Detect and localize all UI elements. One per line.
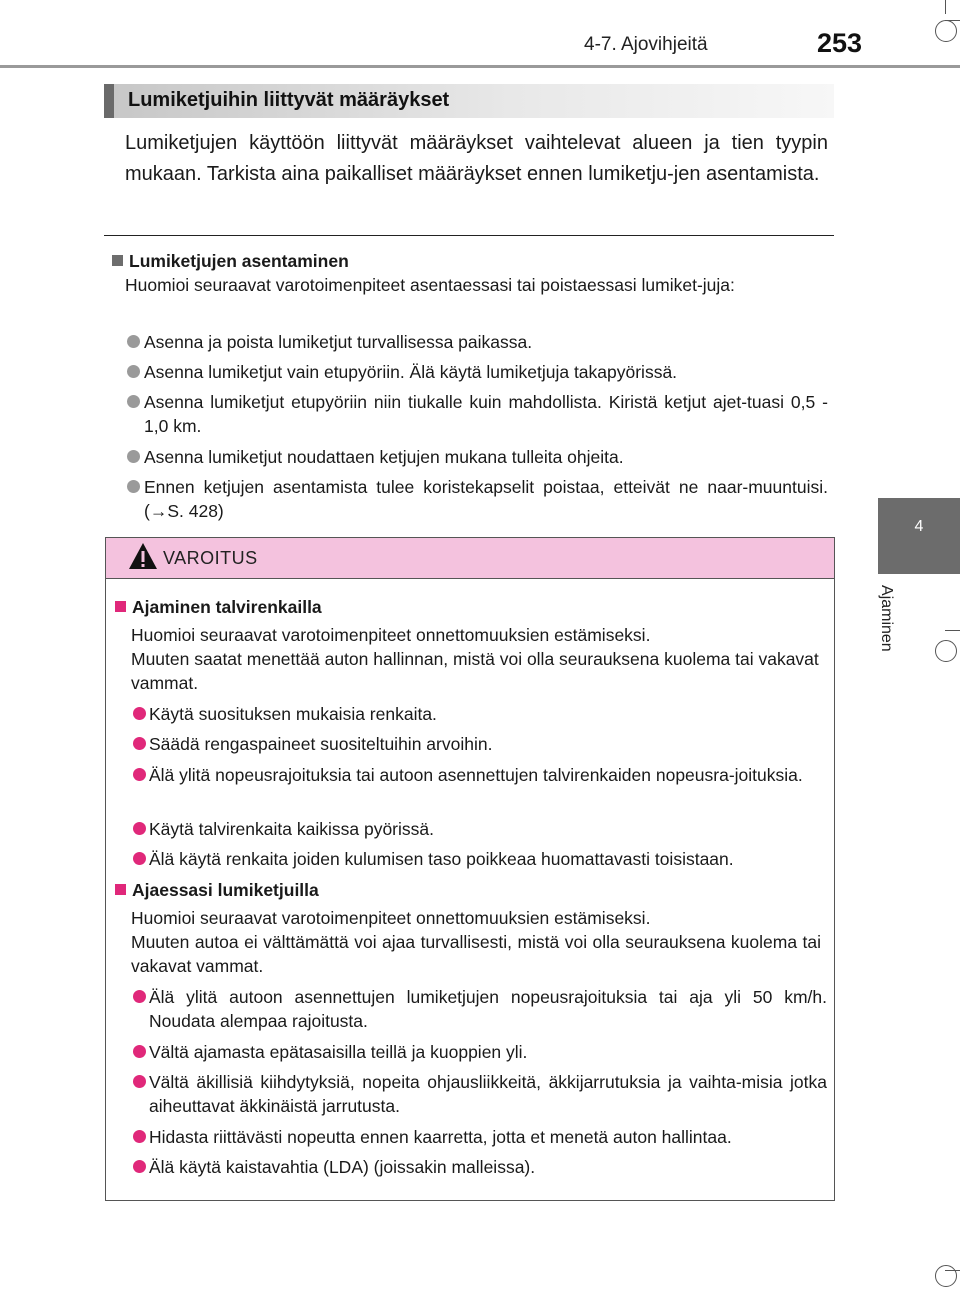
list-item-text: Säädä rengaspaineet suositeltuihin arvoihin.: [149, 734, 493, 754]
list-item-text: Vältä äkillisiä kiihdytyksiä, nopeita ohjausliikkeitä, äkkijarrutuksia ja vaihta-misia jotka aiheuttavat äkkinäistä jarrutusta.: [149, 1072, 827, 1116]
winter-tires-heading: [115, 595, 322, 619]
warning-triangle-icon: [128, 542, 158, 570]
list-item-text: Älä ylitä autoon asennettujen lumiketjujen nopeusrajoituksia tai aja yli 50 km/h. Noudata alempaa rajoitusta.: [149, 987, 827, 1031]
list-item-text: Älä ylitä nopeusrajoituksia tai autoon asennettujen talvirenkaiden nopeusra-joituksia.: [149, 765, 803, 785]
crop-mark: [945, 0, 946, 14]
bullet-dot-icon: [133, 822, 146, 835]
section-divider: [104, 235, 834, 236]
bullet-dot-icon: [127, 335, 140, 348]
square-bullet-icon: [115, 601, 126, 612]
snow-chains-heading-text: Ajaessasi lumiketjuilla: [132, 880, 319, 900]
bullet-dot-icon: [133, 852, 146, 865]
list-item-text: Käytä talvirenkaita kaikissa pyörissä.: [149, 819, 434, 839]
bullet-dot-icon: [133, 1075, 146, 1088]
snow-chains-text1: Huomioi seuraavat varotoimenpiteet onnettomuuksien estämiseksi.: [131, 908, 651, 928]
chapter-tab-label: Ajaminen: [878, 585, 895, 652]
bullet-dot-icon: [127, 365, 140, 378]
bullet-dot-icon: [133, 737, 146, 750]
chapter-tab: [878, 498, 960, 574]
winter-tires-text2: Muuten saatat menettää auton hallinnan, mistä voi olla seurauksena kuolema tai vakavat vammat.: [131, 649, 819, 693]
list-item-text: Vältä ajamasta epätasaisilla teillä ja kuoppien yli.: [149, 1042, 528, 1062]
bullet-dot-icon: [133, 1045, 146, 1058]
section-title: Lumiketjuihin liittyvät määräykset: [128, 89, 450, 111]
install-text: Huomioi seuraavat varotoimenpiteet asentaessasi tai poistaessasi lumiket-juja:: [125, 275, 735, 295]
bullet-dot-icon: [133, 707, 146, 720]
list-item-text: Asenna lumiketjut vain etupyöriin. Älä käytä lumiketjuja takapyörissä.: [144, 362, 678, 382]
winter-tires-heading-text: Ajaminen talvirenkailla: [132, 597, 322, 617]
list-item-text: Hidasta riittävästi nopeutta ennen kaarretta, jotta et menetä auton hallintaa.: [149, 1127, 732, 1147]
list-item-text: Asenna lumiketjut etupyöriin niin tiukalle kuin mahdollista. Kiristä ketjut ajet-tuasi 0,5 - 1,0 km.: [144, 392, 828, 436]
list-item-text: Asenna ja poista lumiketjut turvallisessa paikassa.: [144, 332, 533, 352]
crop-mark: [935, 20, 957, 42]
chapter-section-title: 4-7. Ajovihjeitä: [584, 34, 708, 55]
chapter-tab-number: 4: [914, 518, 924, 535]
bullet-dot-icon: [133, 990, 146, 1003]
bullet-dot-icon: [133, 1160, 146, 1173]
bullet-dot-icon: [127, 480, 140, 493]
snow-chains-text2: Muuten autoa ei välttämättä voi ajaa turvallisesti, mistä voi olla seurauksena kuolema tai vakavat vammat.: [131, 932, 821, 976]
list-item-text: Käytä suosituksen mukaisia renkaita.: [149, 704, 437, 724]
page-number: 253: [817, 28, 863, 58]
square-bullet-icon: [115, 884, 126, 895]
bullet-dot-icon: [133, 768, 146, 781]
bullet-dot-icon: [127, 395, 140, 408]
bullet-dot-icon: [127, 450, 140, 463]
warning-title: VAROITUS: [163, 548, 258, 568]
header-rule: [0, 65, 960, 68]
crop-mark: [935, 1265, 957, 1287]
install-heading: [112, 249, 349, 273]
crop-mark: [945, 630, 960, 631]
list-item-text: Älä käytä kaistavahtia (LDA) (joissakin malleissa).: [149, 1157, 536, 1177]
list-item-text: Älä käytä renkaita joiden kulumisen taso poikkeaa huomattavasti toisistaan.: [149, 849, 734, 869]
list-item-text: Asenna lumiketjut noudattaen ketjujen mukana tulleita ohjeita.: [144, 447, 624, 467]
winter-tires-text1: Huomioi seuraavat varotoimenpiteet onnettomuuksien estämiseksi.: [131, 625, 651, 645]
snow-chains-heading: [115, 878, 319, 902]
crop-mark: [935, 640, 957, 662]
square-bullet-icon: [112, 255, 123, 266]
section-title-band: [104, 84, 834, 118]
list-item-text: Ennen ketjujen asentamista tulee koristekapselit poistaa, etteivät ne naar-muuntuisi. (→S. 428): [144, 477, 828, 521]
install-heading-text: Lumiketjujen asentaminen: [129, 251, 349, 271]
bullet-dot-icon: [133, 1130, 146, 1143]
section-intro: Lumiketjujen käyttöön liittyvät määräykset vaihtelevat alueen ja tien tyypin mukaan. Tarkista aina paikalliset määräykset ennen lumiketju-jen asentamista.: [125, 132, 828, 185]
